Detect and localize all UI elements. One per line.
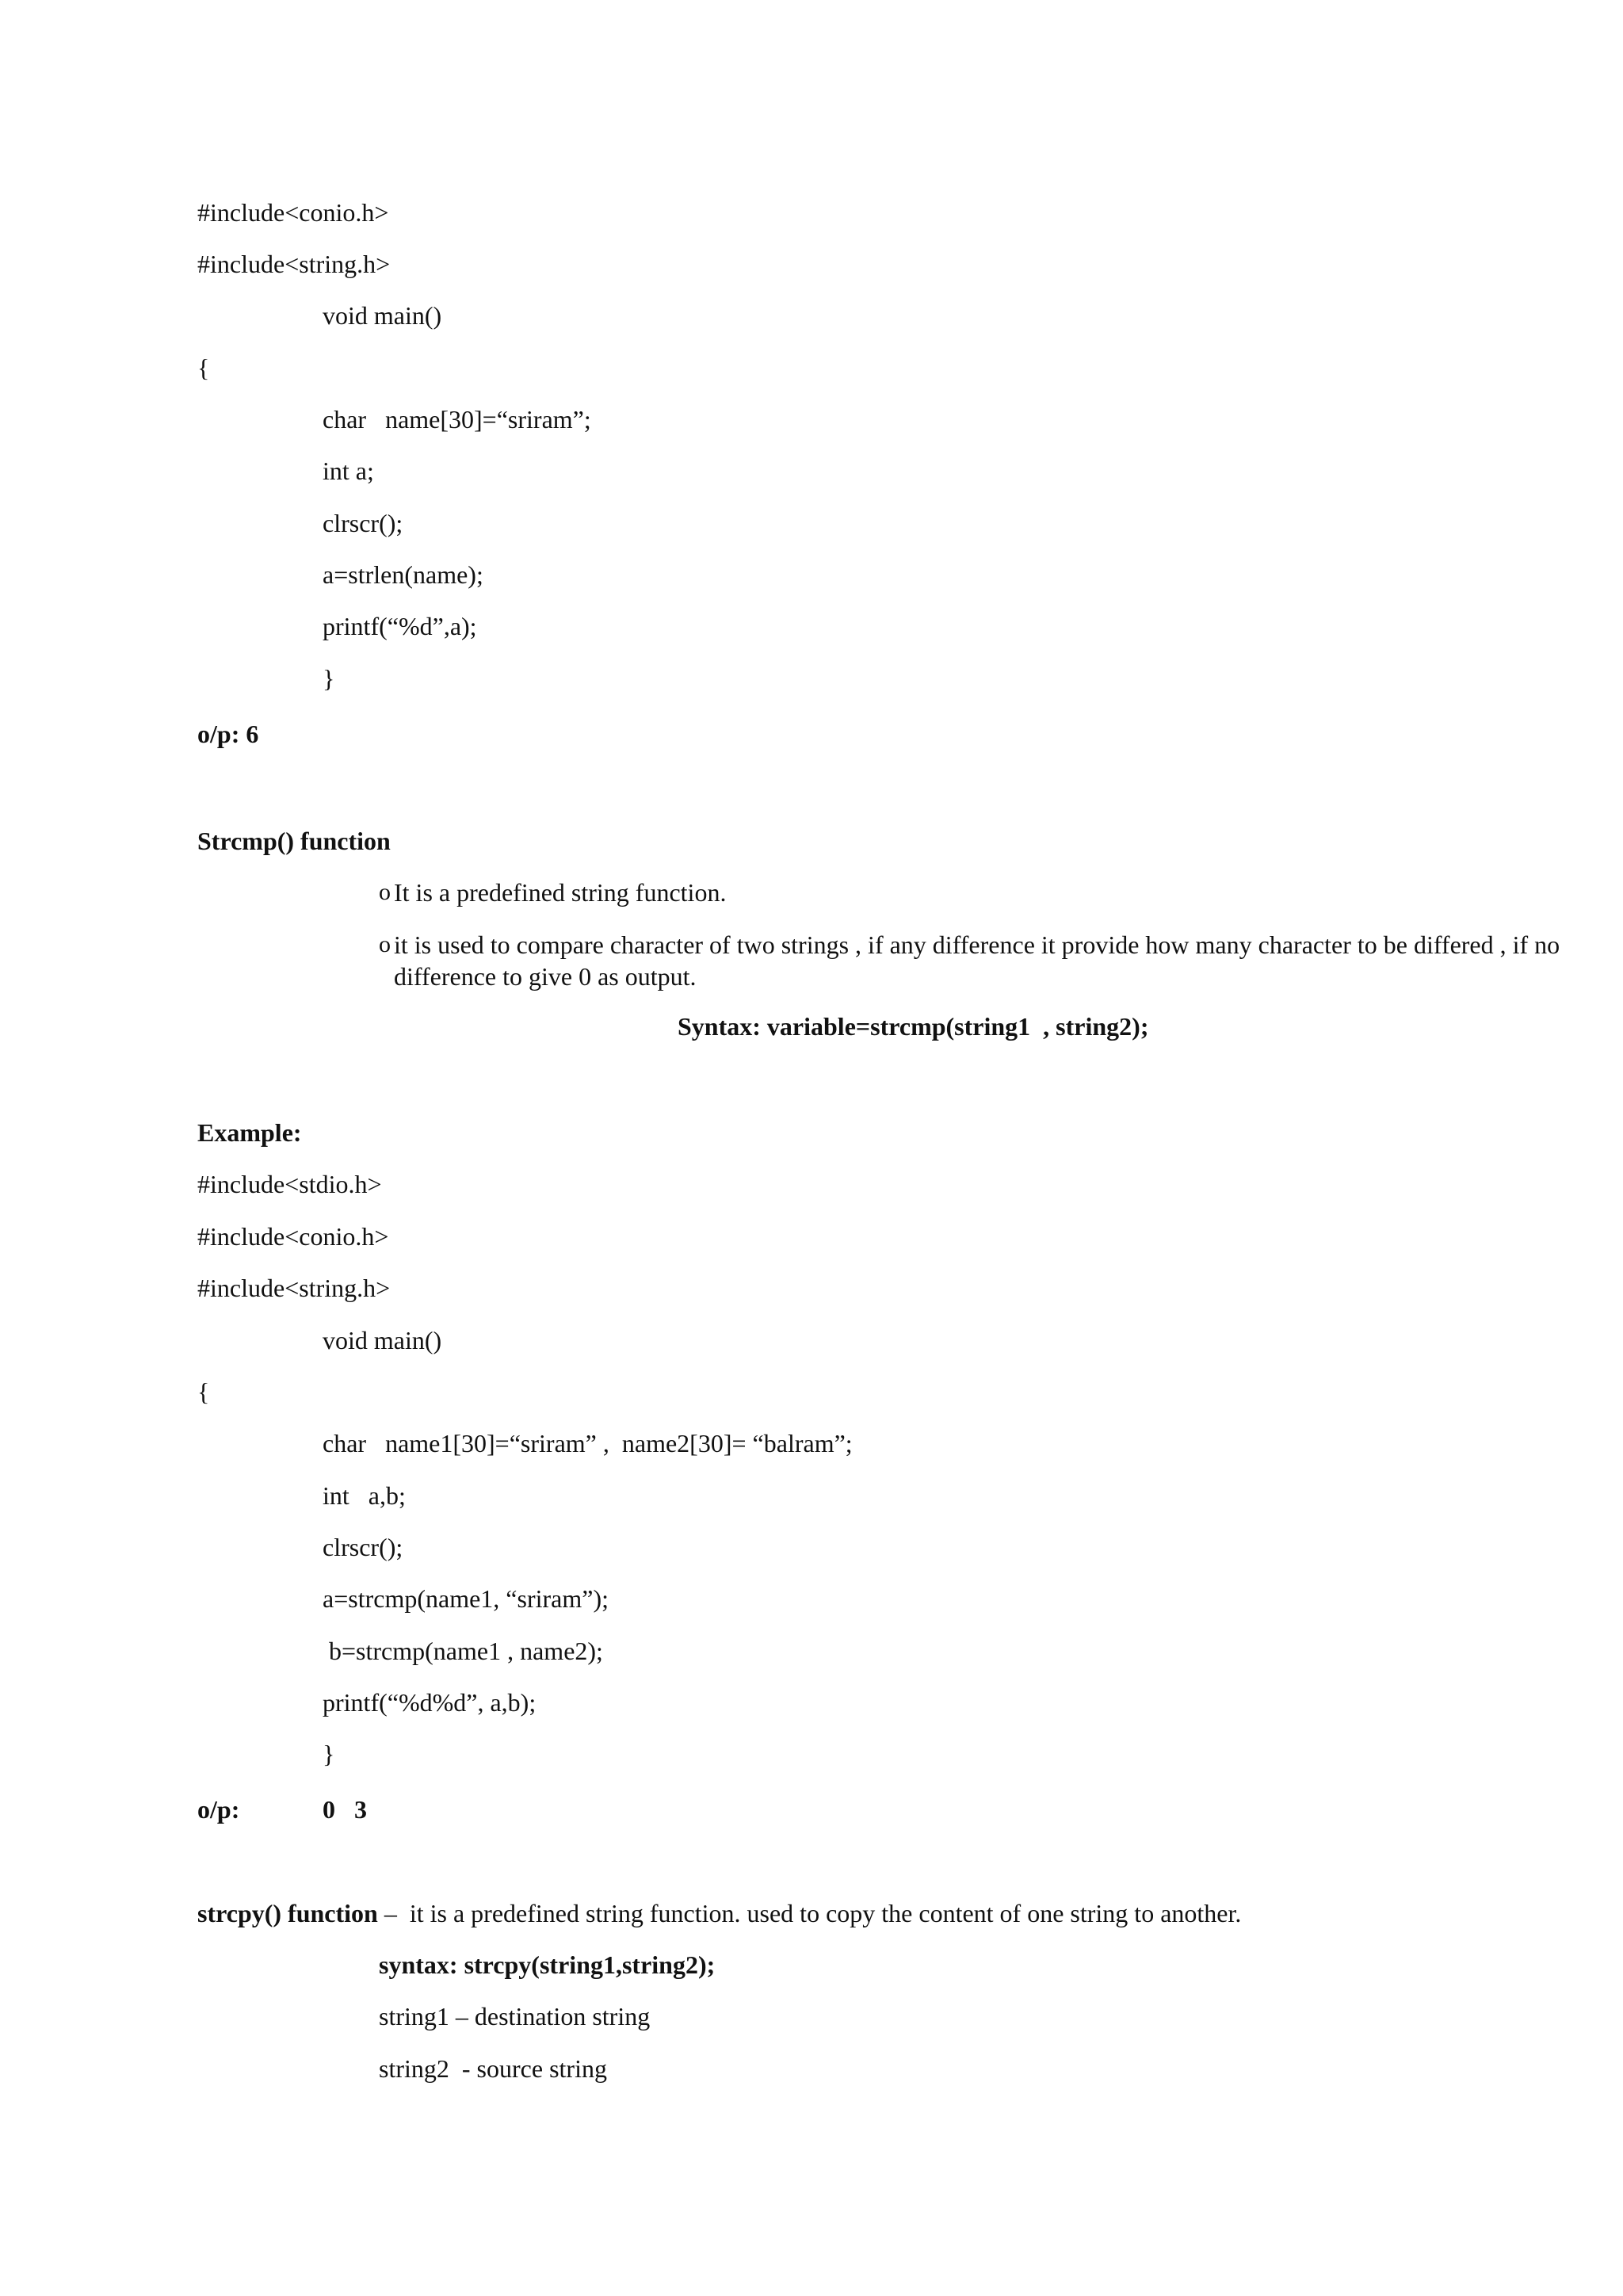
example-heading: Example: xyxy=(197,1118,302,1147)
code-line: char name[30]=“sriram”; xyxy=(323,405,591,434)
strcpy-paragraph xyxy=(197,1897,1241,1929)
code-line: int a; xyxy=(323,457,374,485)
bullet-marker: o xyxy=(379,879,391,905)
code-line: b=strcmp(name1 , name2); xyxy=(323,1637,603,1665)
code-line: } xyxy=(323,664,335,693)
output-line: o/p: 6 xyxy=(197,720,259,748)
syntax-line: syntax: strcpy(string1,string2); xyxy=(379,1950,716,1979)
code-line: void main() xyxy=(323,301,442,330)
code-line: { xyxy=(197,1377,210,1406)
code-line: #include<string.h> xyxy=(197,1274,391,1302)
code-line: int a,b; xyxy=(323,1481,406,1510)
code-line: a=strcmp(name1, “sriram”); xyxy=(323,1584,609,1613)
output-label: o/p: xyxy=(197,1795,240,1824)
bullet-item: It is a predefined string function. xyxy=(394,878,727,907)
code-line: printf(“%d%d”, a,b); xyxy=(323,1688,537,1717)
strcpy-description: – it is a predefined string function. used to copy the content of one string to another. xyxy=(377,1899,1242,1927)
output-value: 0 3 xyxy=(323,1795,367,1824)
syntax-line: Syntax: variable=strcmp(string1 , string2); xyxy=(678,1012,1149,1041)
bullet-item: it is used to compare character of two strings , if any difference it provide how many character to be differed , if no difference to give 0 as output. xyxy=(394,930,1560,991)
code-line: void main() xyxy=(323,1326,442,1354)
code-line: printf(“%d”,a); xyxy=(323,612,477,640)
code-line: #include<string.h> xyxy=(197,250,391,278)
param-line: string1 – destination string xyxy=(379,2002,651,2030)
code-line: clrscr(); xyxy=(323,509,403,537)
section-heading-strcpy: strcpy() function xyxy=(197,1899,378,1927)
code-line: #include<conio.h> xyxy=(197,198,389,227)
code-line: clrscr(); xyxy=(323,1533,403,1561)
code-line: { xyxy=(197,353,210,382)
param-line: string2 - source string xyxy=(379,2054,607,2083)
code-line: char name1[30]=“sriram” , name2[30]= “balram”; xyxy=(323,1429,853,1457)
code-line: #include<stdio.h> xyxy=(197,1170,382,1198)
code-line: } xyxy=(323,1740,335,1768)
bullet-marker: o xyxy=(379,931,391,957)
section-heading-strcmp: Strcmp() function xyxy=(197,827,391,855)
code-line: a=strlen(name); xyxy=(323,560,483,589)
code-line: #include<conio.h> xyxy=(197,1222,389,1251)
